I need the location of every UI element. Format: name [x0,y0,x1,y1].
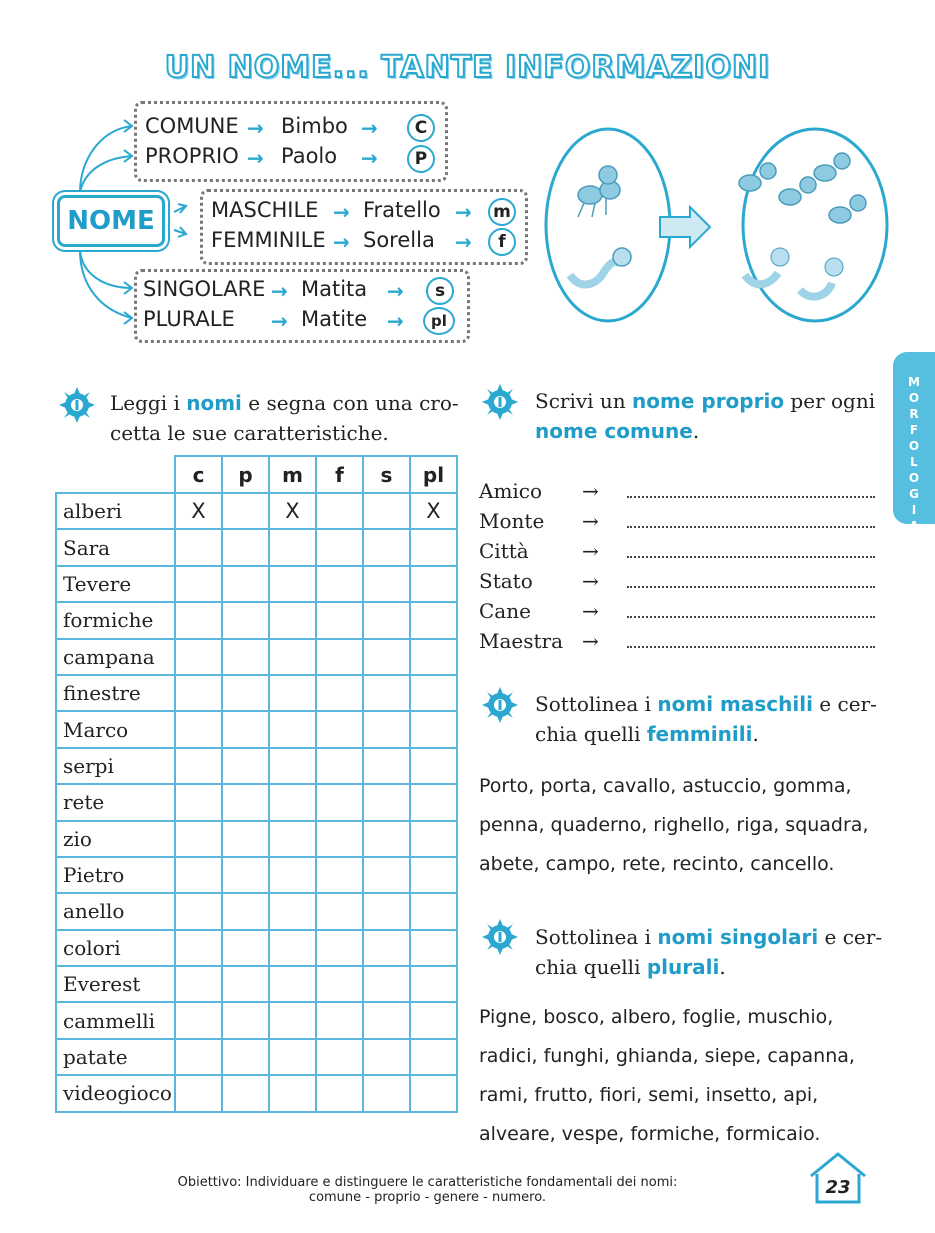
side-tab-letter: L [910,455,918,469]
check-cell[interactable] [175,966,222,1002]
instr-text: e cer- [818,925,883,949]
check-cell[interactable] [175,529,222,565]
exercise2-instruction [535,386,885,446]
footer-line: Obiettivo: Individuare e distinguere le caratteristiche fondamentali dei nomi: [177,1175,678,1190]
check-cell[interactable] [316,529,363,565]
exercise4-instruction [535,922,885,982]
side-tab-letter: I [911,503,917,517]
arrow-icon: → [582,479,599,503]
ant-icon [578,166,620,217]
common-noun: Maestra [479,629,564,653]
example-label: Matite [301,307,368,331]
singular-oval [546,129,670,321]
check-cell[interactable] [363,493,410,529]
check-cell[interactable] [175,639,222,675]
answer-line[interactable] [627,556,875,558]
check-cell[interactable] [222,784,269,820]
check-cell[interactable] [175,821,222,857]
check-cell[interactable] [363,1002,410,1038]
instr-text: Leggi i [110,391,187,415]
arrow-icon: → [247,116,264,140]
arrow-icon: → [271,309,288,333]
check-cell[interactable] [363,566,410,602]
check-cell[interactable] [175,566,222,602]
word-cell: alberi [56,493,175,529]
check-cell[interactable] [363,675,410,711]
instr-bold: femminili [646,722,753,746]
word-line: alveare, vespe, formiche, formicaio. [479,1123,821,1145]
check-cell[interactable] [410,1002,457,1038]
check-cell[interactable] [222,893,269,929]
group-maschile-femminile [200,189,528,265]
word-cell: videogioco [56,1075,175,1111]
check-cell[interactable] [222,711,269,747]
word-cell: anello [56,893,175,929]
type-label: COMUNE [145,114,239,138]
instr-text: e segna con una cro- [248,391,459,415]
table-row [56,930,457,966]
answer-line[interactable] [627,496,875,498]
instr-text: cetta le sue caratteristiche. [110,421,389,445]
answer-line[interactable] [627,526,875,528]
exercise-icon [481,918,519,956]
table-row [56,675,457,711]
check-cell[interactable] [175,857,222,893]
side-tab-letter: F [909,423,919,437]
check-cell[interactable] [410,930,457,966]
instr-bold: nome proprio [632,389,785,413]
word-cell: Pietro [56,857,175,893]
check-cell[interactable] [222,675,269,711]
check-cell[interactable] [269,566,316,602]
check-cell[interactable] [363,893,410,929]
arrow-icon: → [361,116,378,140]
table-row [56,893,457,929]
side-tab-letter: R [909,407,919,421]
arrow-icon: → [271,279,288,303]
answer-line[interactable] [627,646,875,648]
table-row [56,748,457,784]
page-title: UN NOME... TANTE INFORMAZIONI [164,50,771,85]
word-cell: Marco [56,711,175,747]
word-cell: cammelli [56,1002,175,1038]
check-cell[interactable] [363,966,410,1002]
type-label: FEMMINILE [211,228,326,252]
code-circle: m [488,198,516,226]
check-cell[interactable] [410,529,457,565]
example-label: Matita [301,277,368,301]
arrow-icon: → [333,230,350,254]
check-cell[interactable] [316,966,363,1002]
instr-bold: nomi [186,391,242,415]
code-circle: P [407,145,435,173]
check-cell[interactable] [363,748,410,784]
word-cell: colori [56,930,175,966]
exercise-icon [58,386,96,424]
check-cell[interactable] [269,966,316,1002]
check-cell[interactable] [316,784,363,820]
table-row [56,857,457,893]
check-cell[interactable] [363,1075,410,1111]
exercise3-instruction [535,689,885,749]
check-cell[interactable] [222,1039,269,1075]
check-cell[interactable] [316,675,363,711]
type-label: PLURALE [143,307,235,331]
arrow-icon: → [582,539,599,563]
arrow-icon: → [247,146,264,170]
word-cell: finestre [56,675,175,711]
table-row [56,1039,457,1075]
type-label: MASCHILE [211,198,319,222]
table-row [56,821,457,857]
check-cell[interactable] [269,784,316,820]
check-cell[interactable] [363,1039,410,1075]
header-blank [56,456,175,493]
check-cell[interactable] [410,748,457,784]
arrow-icon: → [582,509,599,533]
answer-line[interactable] [627,586,875,588]
word-cell: patate [56,1039,175,1075]
word-line: Pigne, bosco, albero, foglie, muschio, [479,1006,834,1028]
check-cell[interactable] [175,1039,222,1075]
check-cell[interactable] [410,1039,457,1075]
arrow-icon: → [455,200,472,224]
check-cell[interactable] [363,639,410,675]
common-noun: Monte [479,509,545,533]
answer-row [479,476,879,506]
column-header: f [316,456,363,493]
answer-row [479,566,879,596]
check-cell[interactable] [222,930,269,966]
plural-oval [743,129,887,321]
word-line: abete, campo, rete, recinto, cancello. [479,853,835,875]
side-tab-label [893,352,935,534]
arrowhead [174,227,186,237]
check-cell[interactable] [269,602,316,638]
group-singolare-plurale [134,269,470,343]
table-row [56,1002,457,1038]
check-cell[interactable] [269,675,316,711]
code-circle: s [426,277,454,305]
code-circle: pl [423,307,455,335]
example-label: Paolo [281,144,338,168]
arrow-icon: → [455,230,472,254]
instr-text: chia quelli [535,955,647,979]
column-header: c [175,456,222,493]
arrow-icon: → [387,279,404,303]
check-cell[interactable] [175,893,222,929]
check-cell[interactable] [222,639,269,675]
arrow-icon: → [582,569,599,593]
arrowhead [174,204,186,213]
side-tab-letter: O [908,471,920,485]
check-cell[interactable] [269,1002,316,1038]
instr-text: Sottolinea i [535,692,658,716]
code-circle: C [407,114,435,142]
check-cell[interactable] [316,493,363,529]
arrow-icon: → [361,146,378,170]
column-header: p [222,456,269,493]
word-line: radici, funghi, ghianda, siepe, capanna, [479,1045,855,1067]
check-cell[interactable] [222,857,269,893]
code-circle: f [488,228,516,256]
instr-text: . [719,955,726,979]
common-noun: Città [479,539,529,563]
check-cell[interactable] [222,748,269,784]
check-cell[interactable] [410,566,457,602]
check-cell[interactable] [269,711,316,747]
column-header: m [269,456,316,493]
table-header-row [56,456,457,493]
check-cell[interactable] [410,1075,457,1111]
check-cell[interactable] [363,529,410,565]
transform-arrow-icon [660,207,710,247]
check-cell[interactable] [269,893,316,929]
word-line: penna, quaderno, righello, riga, squadra, [479,814,869,836]
check-cell[interactable] [222,966,269,1002]
column-header: pl [410,456,457,493]
table-row [56,711,457,747]
group-comune-proprio [134,101,448,182]
check-cell[interactable] [316,748,363,784]
table-row [56,493,457,529]
connector-comune [80,126,132,192]
arrowhead [124,312,132,324]
answer-row [479,626,879,656]
check-cell[interactable] [363,602,410,638]
check-cell[interactable] [410,893,457,929]
check-cell[interactable] [316,821,363,857]
check-cell[interactable] [316,711,363,747]
check-cell[interactable] [363,821,410,857]
check-cell[interactable] [316,1002,363,1038]
characteristics-table [55,455,458,1113]
check-cell[interactable] [269,1039,316,1075]
footer-line: comune - proprio - genere - numero. [308,1190,547,1205]
check-cell[interactable] [175,675,222,711]
answer-row [479,536,879,566]
type-label: SINGOLARE [143,277,266,301]
check-cell[interactable] [363,711,410,747]
word-cell: rete [56,784,175,820]
example-label: Fratello [363,198,441,222]
check-cell[interactable] [222,529,269,565]
check-cell[interactable] [316,566,363,602]
check-cell[interactable] [363,857,410,893]
check-cell[interactable] [410,784,457,820]
check-cell[interactable] [175,784,222,820]
word-cell: zio [56,821,175,857]
instr-text: e cer- [812,692,877,716]
check-cell[interactable] [175,711,222,747]
common-noun: Amico [479,479,543,503]
word-cell: Tevere [56,566,175,602]
side-tab-letter: M [908,375,920,389]
scheme-row [145,114,239,138]
word-cell: Sara [56,529,175,565]
check-cell[interactable] [316,893,363,929]
nome-center-box: NOME [57,195,165,247]
check-cell[interactable] [222,493,269,529]
common-noun: Cane [479,599,531,623]
word-cell: serpi [56,748,175,784]
worms-group-icon [745,248,843,297]
check-cell[interactable] [269,930,316,966]
arrow-icon: → [582,599,599,623]
word-line: rami, frutto, fiori, semi, insetto, api, [479,1084,819,1106]
check-cell[interactable] [316,639,363,675]
side-tab-morfologia[interactable] [893,352,935,533]
type-label: PROPRIO [145,144,239,168]
table-row [56,1075,457,1111]
column-header: s [363,456,410,493]
check-cell[interactable] [316,857,363,893]
check-cell[interactable]: X [410,493,457,529]
side-tab-letter: A [909,519,919,533]
example-label: Sorella [363,228,435,252]
exercise3-words [479,767,889,884]
check-cell[interactable] [222,566,269,602]
page-number: 23 [825,1177,851,1198]
table-row [56,639,457,675]
word-cell: campana [56,639,175,675]
side-tab-letter: O [908,391,920,405]
table-row [56,602,457,638]
instr-bold: nomi maschili [657,692,813,716]
check-cell[interactable] [410,821,457,857]
instr-text: chia quelli [535,722,647,746]
instr-bold: plurali [646,955,720,979]
side-tab-letter: G [909,487,919,501]
exercise1-instruction [110,388,460,448]
check-cell[interactable] [269,1075,316,1111]
table-row [56,566,457,602]
arrow-icon: → [387,309,404,333]
check-cell[interactable] [222,1002,269,1038]
check-cell[interactable] [269,639,316,675]
check-cell[interactable] [269,857,316,893]
instr-text: . [692,419,700,443]
table-row [56,966,457,1002]
common-noun: Stato [479,569,533,593]
instr-text: Scrivi un [535,389,633,413]
instr-text: Sottolinea i [535,925,658,949]
check-cell[interactable] [316,1039,363,1075]
example-label: Bimbo [281,114,348,138]
word-line: Porto, porta, cavallo, astuccio, gomma, [479,775,852,797]
check-cell[interactable] [175,930,222,966]
exercise-icon [481,686,519,724]
check-cell[interactable] [269,748,316,784]
worm-icon [570,248,631,284]
check-cell[interactable]: X [269,493,316,529]
exercise4-words [479,998,889,1154]
check-cell[interactable] [316,1075,363,1111]
word-cell: Everest [56,966,175,1002]
exercise-icon [481,383,519,421]
check-cell[interactable] [175,748,222,784]
table-row [56,529,457,565]
check-cell[interactable] [222,1075,269,1111]
answer-row [479,596,879,626]
check-cell[interactable] [316,930,363,966]
check-cell[interactable] [363,930,410,966]
check-cell[interactable] [175,1075,222,1111]
word-cell: formiche [56,602,175,638]
check-cell[interactable] [410,857,457,893]
instr-text: per ogni [784,389,876,413]
instr-bold: nome comune [535,419,693,443]
singular-plural-illustration [540,125,895,325]
check-cell[interactable]: X [175,493,222,529]
check-cell[interactable] [269,821,316,857]
table-row [56,784,457,820]
check-cell[interactable] [410,711,457,747]
check-cell[interactable] [410,639,457,675]
side-tab-letter: O [908,439,920,453]
check-cell[interactable] [222,602,269,638]
check-cell[interactable] [269,529,316,565]
answer-row [479,506,879,536]
check-cell[interactable] [222,821,269,857]
check-cell[interactable] [363,784,410,820]
check-cell[interactable] [175,1002,222,1038]
check-cell[interactable] [410,966,457,1002]
check-cell[interactable] [316,602,363,638]
exercise2-list [479,476,879,656]
answer-line[interactable] [627,616,875,618]
instr-bold: nomi singolari [657,925,819,949]
check-cell[interactable] [410,602,457,638]
arrow-icon: → [333,200,350,224]
check-cell[interactable] [175,602,222,638]
check-cell[interactable] [410,675,457,711]
arrow-icon: → [582,629,599,653]
footer-objective [100,1175,755,1205]
instr-text: . [752,722,759,746]
